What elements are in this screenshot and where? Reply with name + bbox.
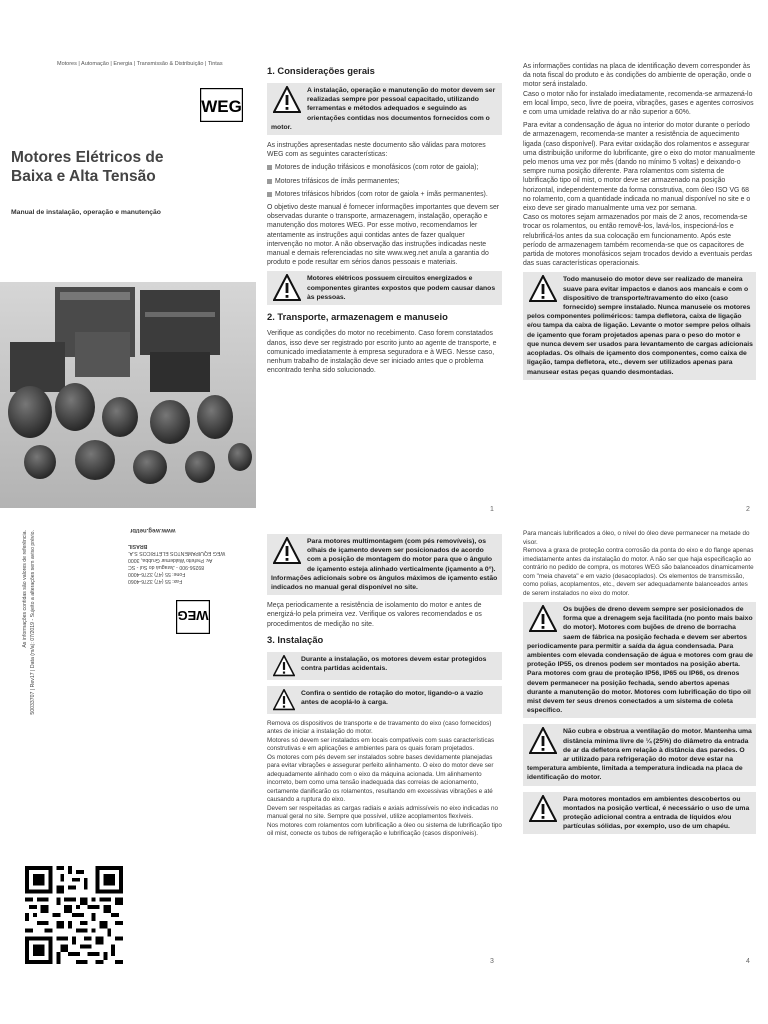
intro-paragraph: As instruções apresentadas neste documento são válidas para motores WEG com as seguintes características: [267, 142, 486, 159]
warning-box [267, 83, 502, 135]
warning-icon [529, 605, 557, 633]
list-item: Motores trifásicos híbridos (com rotor de gaiola + ímãs permanentes). [267, 190, 502, 199]
website-link[interactable]: www.weg.net/br [130, 527, 176, 533]
phone: Fone: 55 (47) 3276-4000 [128, 571, 186, 577]
cover-title-line1: Motores Elétricos de [11, 149, 164, 166]
paragraph: Os motores com pés devem ser instalados sobre bases devidamente planejadas para evitar vibrações e assegurar perfeito alinhamento. O eixo do motor deve ser adequadamente alinhado com o eixo da máquina acionada. Um alinhamento incorreto, bem como uma tensão inadequada das correias de acionamento, certamente danificarão os rolamentos, resultando em excessivas vibrações e até causando a ruptura do eixo. [267, 753, 494, 804]
warning-box [267, 271, 502, 305]
paragraph: Meça periodicamente a resistência de isolamento do motor e antes de energizá-lo pela primeira vez. Verifique os valores recomendados e os procedimentos de medição no site. [267, 602, 482, 628]
warning-box [523, 272, 756, 379]
page-number: 4 [746, 958, 750, 965]
paragraph: Para mancais lubrificados a óleo, o nível do óleo deve permanecer na metade do visor. [523, 530, 750, 546]
warning-icon [273, 537, 301, 565]
warning-box [267, 534, 502, 595]
cover-page [0, 0, 256, 512]
list-item: Motores trifásicos de ímãs permanentes; [267, 177, 502, 186]
warning-box [523, 724, 756, 785]
paragraph: Para evitar a condensação de água no interior do motor durante o período de armazenagem, recomenda-se manter a resistência de aquecimento ligada (caso disponível). Para evitar oxidação dos rolamentos e assegurar uma distribuição uniforme do lubrificante, gire o eixo do motor manualmente pelo menos uma vez por mês (dando no mínimo 5 voltas) e deixando-o sempre numa posição diferente. Para rolamentos com sistema de lubrificação tipo oil mist, o motor deve ser armazenado na posição horizontal, independentemente da forma construtiva, com óleo ISO VG 68 no rolamento, com a quantidade indicada no manual disponível no site e o eixo deve ser girado manualmente uma vez por semana. [523, 122, 756, 213]
back-cover-page [0, 512, 256, 1024]
warning-box [267, 686, 502, 714]
paragraph: Caso o motor não for instalado imediatamente, recomenda-se armazená-lo em local limpo, seco, livre de poeira, vibrações, gases e agentes corrosivos e com uma umidade relativa do ar não superior a 60%. [523, 90, 754, 117]
paragraph: Devem ser respeitadas as cargas radiais e axiais admissíveis no eixo indicadas no manual geral no site. Sempre que possível, utilize acoplamentos flexíveis. [267, 804, 498, 821]
warning-text: A instalação, operação e manutenção do motor devem ser realizadas sempre por pessoal capacitado, utilizando ferramentas e métodos adequados e seguindo as orientações contidas nos documentos fornecidos com o motor. [271, 87, 496, 131]
cover-title-line2: Baixa e Alta Tensão [11, 168, 156, 185]
warning-text: Os bujões de dreno devem sempre ser posicionados de forma que a drenagem seja facilitada (no ponto mais baixo do motor). Motores com bujões de dreno de borracha saem de fábrica na posição fechada e devem ser abertos periodicamente para permitir a saída da água condensada. Para ambientes com elevada condensação de água e motores com grau de proteção IP55, os drenos podem ser montados na posição aberta. Para motores com grau de proteção IP56, IP65 ou IP66, os drenos devem permanecer na posição fechada, sendo abertos apenas durante a manutenção do motor. Motores com lubrificação do tipo oil mist devem ter seus drenos conectados a um sistema de coleta específico. [527, 606, 753, 715]
weg-logo-back-text: WEG [177, 608, 209, 623]
warning-icon [529, 275, 557, 303]
warning-text: Não cubra e obstrua a ventilação do motor. Mantenha uma distância mínima livre de ¼ (25%) do diâmetro da entrada de ar da defletora em relação à distância das paredes. O ar utilizado para refrigeração do motor deve estar na temperatura ambiente, limitada a temperatura indicada na placa de identificação do motor. [527, 728, 752, 782]
paragraph: As informações contidas na placa de identificação devem corresponder às da nota fiscal do produto e às condições do ambiente de operação, onde o motor será instalado. [523, 63, 752, 89]
warning-icon [529, 727, 557, 755]
warning-text: Para motores multimontagem (com pés removíveis), os olhais de içamento devem ser posicionados de acordo com a posição de montagem do motor para que o ângulo de içamento esteja alinhado verticalmente (içamento a 0°). Informações adicionais sobre os ângulos máximos de içamento estão indicados no manual geral disponível no site. [271, 538, 498, 592]
paragraph: Nos motores com rolamentos com lubrificação a óleo ou sistema de lubrificação tipo oil mist, conecte os tubos de refrigeração e lubrificação (casos disponíveis). [267, 821, 502, 838]
warning-box [523, 602, 756, 718]
warning-text: Confira o sentido de rotação do motor, ligando-o a vazio antes de acoplá-lo à carga. [301, 689, 484, 707]
warning-box [523, 792, 756, 835]
section-heading-installation: 3. Instalação [267, 633, 324, 645]
warning-icon [273, 86, 301, 114]
warning-icon [273, 689, 295, 711]
weg-logo-text: WEG [201, 97, 242, 116]
page2-column [523, 62, 756, 386]
warning-box [267, 652, 502, 680]
cover-title [11, 148, 163, 186]
cover-subtitle: Manual de instalação, operação e manutenção [11, 209, 161, 216]
warning-icon [529, 795, 557, 823]
warning-text: Motores elétricos possuem circuitos energizados e componentes girantes expostos que podem causar danos às pessoas. [307, 275, 496, 301]
company-name: WEG EQUIPAMENTOS ELÉTRICOS S.A. [128, 550, 226, 556]
motors-product-photo [0, 282, 256, 508]
cover-top-bar: Motores | Automação | Energia | Transmissão & Distribuição | Tintas [57, 61, 223, 67]
address-line2: 89256-900 - Jaraguá do Sul - SC [128, 564, 205, 570]
fax: Fax: 55 (47) 3276-4060 [128, 578, 183, 584]
motor-types-list [267, 163, 502, 199]
document-code: 50033707 | Rev17 | Data (m/a): 07/2019 - Sujeito a alterações sem aviso prévio. [30, 530, 36, 715]
qr-code[interactable] [25, 866, 123, 964]
warning-icon [273, 274, 301, 302]
paragraph: Remova a graxa de proteção contra corrosão da ponta do eixo e do flange apenas imediatamente antes da instalação do motor. A não ser que haja especificação ao contrário no pedido de compra, os motores WEG são balanceados dinamicamente com "meia chaveta" e em vazio (desacoplados). Os elementos de transmissão, como polias, acoplamentos, etc., devem ser adequadamente balanceados antes de serem instalados no eixo do motor. [523, 547, 754, 597]
warning-icon [273, 655, 295, 677]
objective-paragraph: O objetivo deste manual é fornecer informações importantes que devem ser observadas durante o transporte, armazenagem, instalação, operação e manutenção dos motores WEG. Por esse motivo, recomendamos ler atentamente as instruções aqui contidas antes de fazer qualquer intervenção no motor. A não observação das instruções indicadas neste manual e demais referenciadas no site www.weg.net anula a garantia do produto e pode resultar em sérios danos pessoais e materiais. [267, 204, 500, 267]
manual-page-1 [256, 0, 513, 512]
manual-page-2 [513, 0, 768, 512]
warning-text: Todo manuseio do motor deve ser realizado de maneira suave para evitar impactos e danos aos mancais e com o dispositivo de transporte/travamento do eixo (caso fornecido) sempre instalado. Nunca manuseie os motores pelos componentes poliméricos: tampa defletora, caixa de ligação e/ou tampa da caixa de ligação. Levante o motor sempre pelos olhais de içamento que foram projetados apenas para o peso do motor e que nunca devem ser usados para levantamento de cargas adicionais acopladas. Os olhais de içamento dos componentes, como caixa de ligação, tampa defletora, etc., devem ser utilizados apenas para manusear estas peças quando desmontadas. [527, 276, 753, 376]
page-number: 3 [490, 958, 494, 965]
country: BRASIL [128, 543, 148, 549]
section-heading-transport: 2. Transporte, armazenagem e manuseio [267, 311, 448, 323]
manual-page-3 [256, 512, 513, 1024]
page-number: 2 [746, 506, 750, 512]
warning-text: Durante a instalação, os motores devem estar protegidos contra partidas acidentais. [301, 655, 487, 673]
page4-column [523, 530, 756, 840]
weg-logo [200, 88, 243, 122]
weg-logo-back [176, 600, 210, 634]
address-line1: Av. Prefeito Waldemar Grubba, 3000 [128, 557, 213, 563]
section-heading-general: 1. Considerações gerais [267, 65, 375, 76]
list-item: Motores de indução trifásicos e monofásicos (com rotor de gaiola); [267, 163, 502, 172]
transport-paragraph: Verifique as condições do motor no recebimento. Caso forem constatados danos, isso deve ser registrado por escrito junto ao agente de transporte, e comunicado imediatamente à empresa seguradora e à WEG. Nesse caso, nenhum trabalho de instalação deve ser iniciado antes que o problema encontrado tenha sido solucionado. [267, 330, 497, 375]
paragraph: Motores só devem ser instalados em locais compatíveis com suas características construtivas e em aplicações e ambientes para os quais foram projetados. [267, 736, 495, 753]
page1-column [267, 60, 502, 379]
company-address-block [128, 542, 225, 584]
manual-page-4 [513, 512, 768, 1024]
warning-text: Para motores montados em ambientes descobertos ou montados na posição vertical, é necessário o uso de uma proteção adicional contra a entrada de líquidos e/ou partículas sólidas, por exemplo, uso de um chapéu. [563, 795, 750, 831]
page-number: 1 [490, 506, 494, 512]
disclaimer: As informações contidas são valores de referência. [22, 530, 28, 648]
paragraph: Remova os dispositivos de transporte e de travamento do eixo (caso fornecidos) antes de iniciar a instalação do motor. [267, 719, 492, 736]
page3-column [267, 530, 502, 842]
motors-illustration [0, 282, 256, 508]
paragraph: Caso os motores sejam armazenados por mais de 2 anos, recomenda-se trocar os rolamentos, ou então removê-los, lavá-los, inspecioná-los e relubrificá-los antes da sua colocação em funcionamento. Após este período de armazenagem também recomenda-se que os capacitores de partida de motores monofásicos sejam trocados devido a eventuais perdas das suas características operacionais. [523, 214, 753, 268]
